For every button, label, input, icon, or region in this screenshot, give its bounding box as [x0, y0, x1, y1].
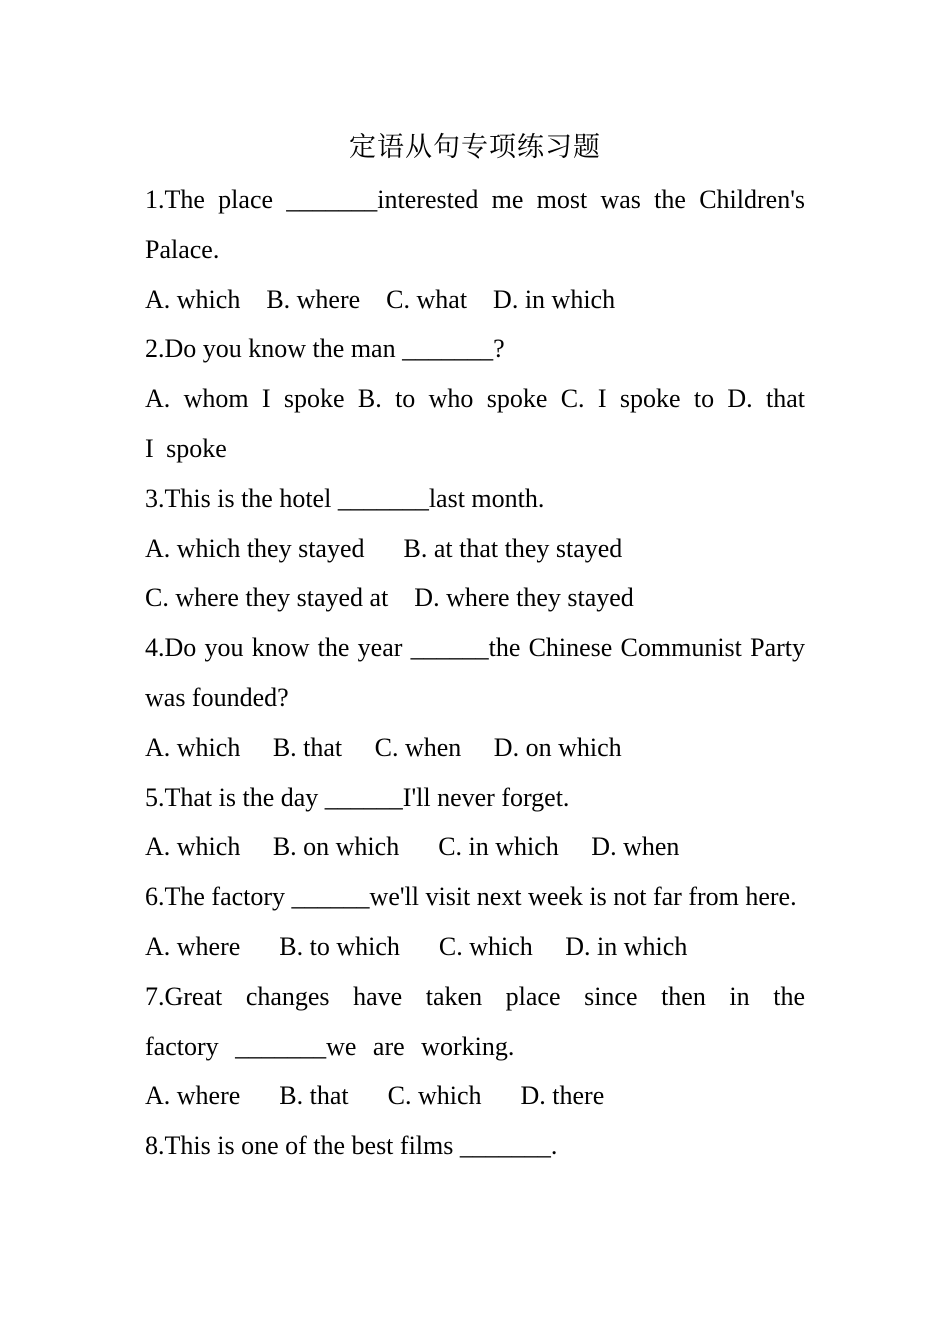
question-1: 1.The place _______interested me most was the Children's Palace.: [145, 185, 805, 264]
question-4-options: A. which B. that C. when D. on which: [145, 732, 622, 762]
question-3: 3.This is the hotel _______last month.: [145, 483, 545, 513]
question-2-options: A. whom I spoke B. to who spoke C. I spoke to D. that I spoke: [145, 384, 805, 463]
question-list: [145, 175, 805, 1171]
question-6-options: A. where B. to which C. which D. in which: [145, 931, 688, 961]
question-6: 6.The factory ______we'll visit next week is not far from here.: [145, 882, 797, 912]
question-7-options: A. where B. that C. which D. there: [145, 1081, 605, 1111]
question-8: 8.This is one of the best films _______.: [145, 1131, 558, 1161]
question-3-options-line-1: A. which they stayed B. at that they stayed: [145, 533, 623, 563]
question-5-options: A. which B. on which C. in which D. when: [145, 832, 680, 862]
question-2: 2.Do you know the man _______?: [145, 334, 505, 364]
question-4: 4.Do you know the year ______the Chinese Communist Party was founded?: [145, 633, 805, 712]
page-title: 定语从句专项练习题: [349, 132, 601, 163]
question-1-options: A. which B. where C. what D. in which: [145, 284, 616, 314]
question-5: 5.That is the day ______I'll never forget.: [145, 782, 570, 812]
question-3-options-line-2: C. where they stayed at D. where they stayed: [145, 583, 634, 613]
question-7: 7.Great changes have taken place since then in the factory _______we are working.: [145, 981, 805, 1061]
